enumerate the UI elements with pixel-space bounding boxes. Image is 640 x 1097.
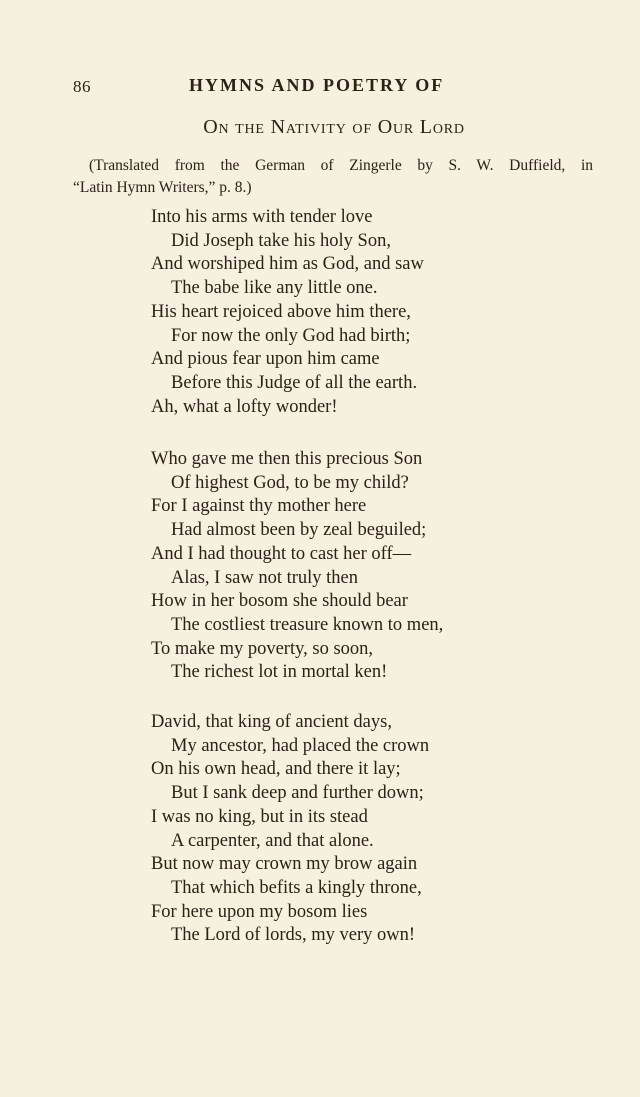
verse-line: But I sank deep and further down; bbox=[171, 783, 424, 804]
verse-line: And worshiped him as God, and saw bbox=[151, 254, 424, 275]
verse-line: Of highest God, to be my child? bbox=[171, 472, 409, 493]
verse-line: On his own head, and there it lay; bbox=[151, 759, 401, 780]
verse-line: Alas, I saw not truly then bbox=[171, 567, 359, 588]
poem-title: On the Nativity of Our Lord bbox=[203, 116, 465, 138]
verse-line: Did Joseph take his holy Son, bbox=[171, 230, 391, 251]
stanza-1 bbox=[151, 206, 531, 419]
verse-line: For I against thy mother here bbox=[151, 496, 367, 517]
verse-line: And pious fear upon him came bbox=[151, 349, 380, 370]
verse-line: Who gave me then this precious Son bbox=[151, 449, 423, 469]
translation-note bbox=[73, 155, 593, 199]
verse-line: The costliest treasure known to men, bbox=[171, 614, 444, 635]
page-number: 86 bbox=[73, 77, 91, 96]
verse-line: But now may crown my brow again bbox=[151, 854, 418, 875]
verse-line: I was no king, but in its stead bbox=[151, 806, 368, 827]
verse-line: Had almost been by zeal beguiled; bbox=[171, 520, 427, 541]
verse-line: How in her bosom she should bear bbox=[151, 591, 408, 612]
verse-line: My ancestor, had placed the crown bbox=[171, 735, 430, 756]
stanza-2 bbox=[151, 448, 531, 685]
verse-line: The richest lot in mortal ken! bbox=[171, 662, 388, 683]
verse-line: For now the only God had birth; bbox=[171, 325, 411, 346]
verse-line: That which befits a kingly throne, bbox=[171, 877, 422, 898]
verse-line: Before this Judge of all the earth. bbox=[171, 372, 418, 393]
stanza-3 bbox=[151, 711, 531, 948]
verse-line: To make my poverty, so soon, bbox=[151, 638, 374, 659]
verse-line: David, that king of ancient days, bbox=[151, 712, 392, 732]
verse-line: For here upon my bosom lies bbox=[151, 901, 368, 922]
translation-note-line: “Latin Hymn Writers,” p. 8.) bbox=[73, 179, 252, 196]
verse-line: And I had thought to cast her off— bbox=[151, 543, 412, 564]
verse-line: The babe like any little one. bbox=[171, 278, 378, 299]
verse-line: Into his arms with tender love bbox=[151, 207, 373, 227]
translation-note-line: (Translated from the German of Zingerle by S. W. Duffield, in bbox=[89, 157, 593, 174]
verse-line: Ah, what a lofty wonder! bbox=[151, 396, 338, 417]
verse-line: A carpenter, and that alone. bbox=[171, 830, 374, 851]
running-head: HYMNS AND POETRY OF bbox=[189, 75, 445, 95]
verse-line: His heart rejoiced above him there, bbox=[151, 301, 411, 322]
verse-line: The Lord of lords, my very own! bbox=[171, 925, 416, 946]
